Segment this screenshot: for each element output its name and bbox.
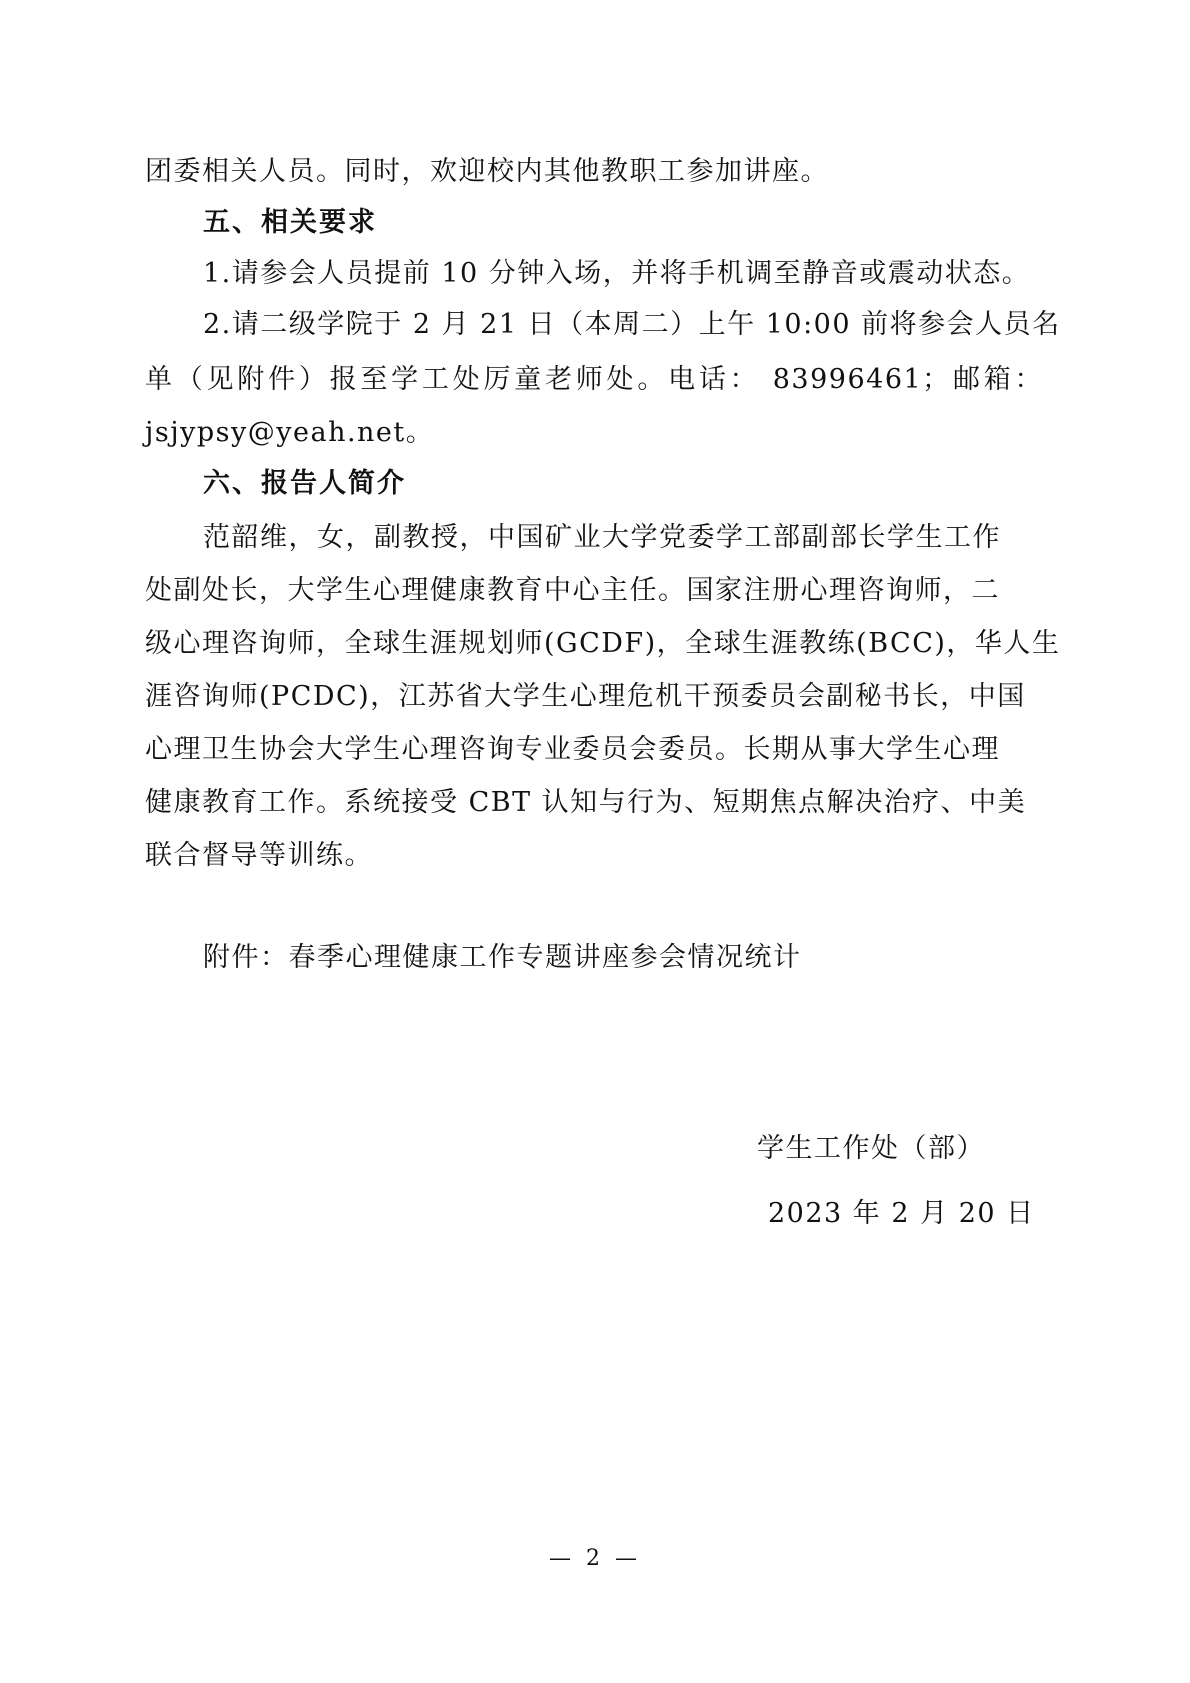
section-heading-speaker: 六、报告人简介 — [203, 468, 406, 499]
speaker-bio-line: 联合督导等训练。 — [145, 840, 373, 871]
section-heading-requirements: 五、相关要求 — [203, 207, 377, 238]
paragraph-line: 团委相关人员。同时，欢迎校内其他教职工参加讲座。 — [145, 156, 829, 187]
speaker-bio-line: 心理卫生协会大学生心理咨询专业委员会委员。长期从事大学生心理 — [145, 734, 1000, 765]
speaker-bio-line: 健康教育工作。系统接受 CBT 认知与行为、短期焦点解决治疗、中美 — [145, 787, 1027, 818]
requirement-item-2: 2.请二级学院于 2 月 21 日（本周二）上午 10:00 前将参会人员名 — [203, 309, 1061, 340]
attachment-note: 附件：春季心理健康工作专题讲座参会情况统计 — [203, 942, 802, 973]
speaker-bio-line: 级心理咨询师，全球生涯规划师(GCDF)，全球生涯教练(BCC)，华人生 — [145, 628, 1061, 659]
speaker-bio-line: 范韶维，女，副教授，中国矿业大学党委学工部副部长学生工作 — [203, 522, 1001, 553]
page-number: — 2 — — [549, 1546, 641, 1571]
signature-department: 学生工作处（部） — [757, 1133, 985, 1164]
speaker-bio-line: 处副处长，大学生心理健康教育中心主任。国家注册心理咨询师，二 — [145, 575, 1000, 606]
email-line: jsjypsy@yeah.net。 — [145, 417, 435, 448]
requirement-item-1: 1.请参会人员提前 10 分钟入场，并将手机调至静音或震动状态。 — [203, 258, 1031, 289]
paragraph-line: 单（见附件）报至学工处厉童老师处。电话： 83996461；邮箱： — [145, 364, 1043, 395]
speaker-bio-line: 涯咨询师(PCDC)，江苏省大学生心理危机干预委员会副秘书长，中国 — [145, 681, 1026, 712]
signature-date: 2023 年 2 月 20 日 — [768, 1198, 1035, 1229]
